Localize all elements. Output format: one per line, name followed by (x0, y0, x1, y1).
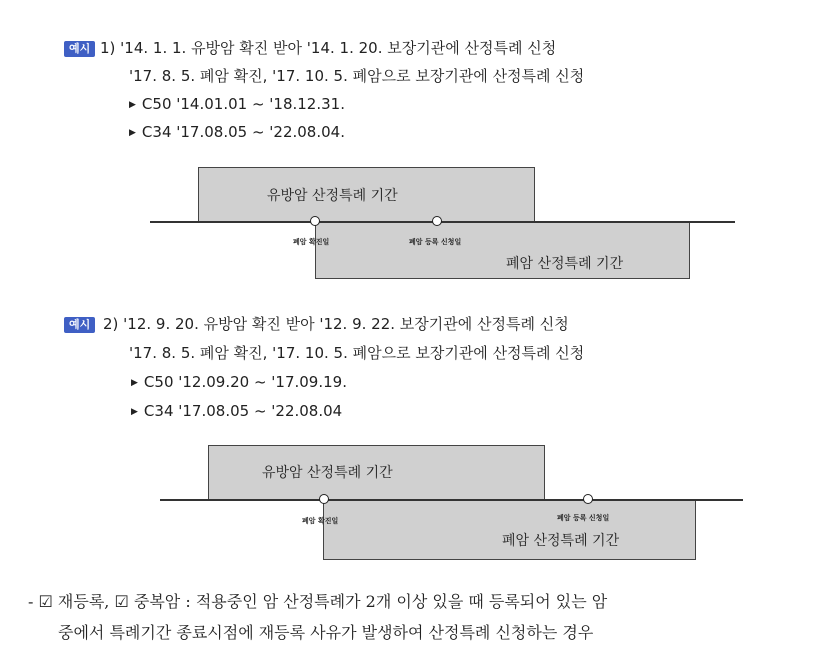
example2-bullet-c50: ▶ C50 '12.09.20 ~ '17.09.19. (131, 373, 347, 394)
breast-cancer-period-label: 유방암 산정특례 기간 (262, 465, 393, 481)
registration-date-marker (432, 216, 442, 226)
example2-line1: 2) '12. 9. 20. 유방암 확진 받아 '12. 9. 22. 보장기관에 산정특례 신청 (103, 315, 569, 333)
example1-bullet-c34: ▶ C34 '17.08.05 ~ '22.08.04. (129, 123, 345, 144)
timeline-axis (160, 499, 743, 501)
breast-cancer-period-label: 유방암 산정특례 기간 (267, 188, 398, 204)
lung-cancer-period-bar (315, 222, 690, 279)
breast-cancer-period-bar (198, 167, 535, 222)
registration-date-label: 폐암 등록 신청일 (557, 514, 610, 522)
diagnosis-date-marker (310, 216, 320, 226)
example1-bullet-c50: ▶ C50 '14.01.01 ~ '18.12.31. (129, 95, 345, 116)
lung-cancer-period-bar (323, 500, 696, 560)
lung-cancer-period-label: 폐암 산정특례 기간 (506, 256, 624, 272)
example1-line2: '17. 8. 5. 폐암 확진, '17. 10. 5. 폐암으로 보장기관에 산정특례 신청 (129, 67, 585, 85)
registration-date-marker (583, 494, 593, 504)
example2-line2: '17. 8. 5. 폐암 확진, '17. 10. 5. 폐암으로 보장기관에 산정특례 신청 (129, 344, 585, 362)
diagnosis-date-marker (319, 494, 329, 504)
footer-line2: 중에서 특례기간 종료시점에 재등록 사유가 발생하여 산정특례 신청하는 경우 (58, 623, 594, 642)
footer-line1: - ☑ 재등록, ☑ 중복암 : 적용중인 암 산정특례가 2개 이상 있을 때 등록되어 있는 암 (28, 592, 608, 611)
diagnosis-date-label: 폐암 확진일 (293, 238, 330, 246)
example1-line1: 1) '14. 1. 1. 유방암 확진 받아 '14. 1. 20. 보장기관에 산정특례 신청 (100, 39, 557, 57)
example-badge: 예시 (64, 41, 95, 57)
registration-date-label: 폐암 등록 신청일 (409, 238, 462, 246)
example2-bullet-c34: ▶ C34 '17.08.05 ~ '22.08.04 (131, 402, 342, 423)
lung-cancer-period-label: 폐암 산정특례 기간 (502, 533, 620, 549)
example-badge: 예시 (64, 317, 95, 333)
diagnosis-date-label: 폐암 확진일 (302, 517, 339, 525)
timeline-axis (150, 221, 735, 223)
breast-cancer-period-bar (208, 445, 545, 500)
